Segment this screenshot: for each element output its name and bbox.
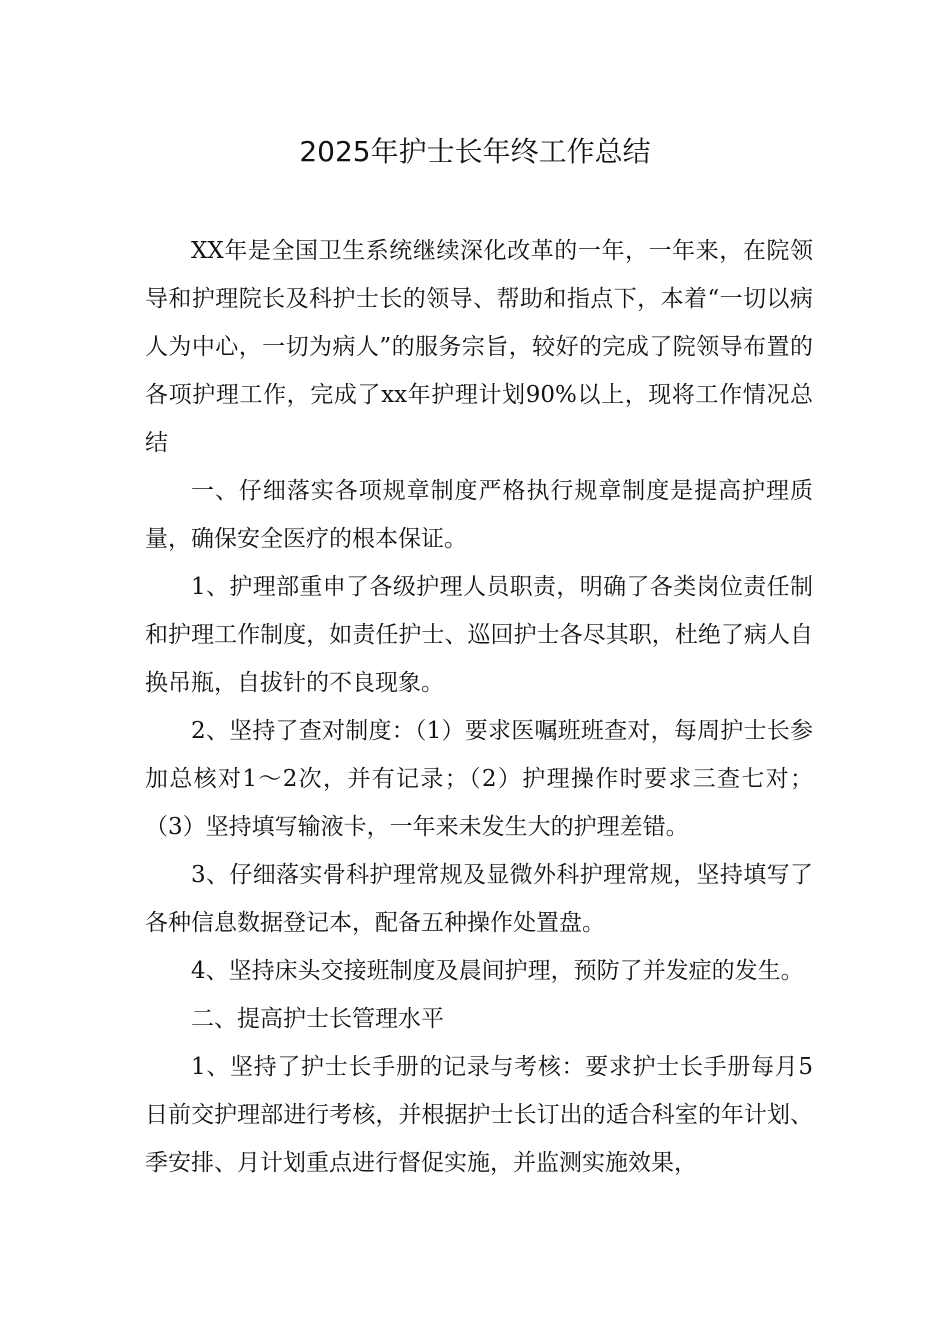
paragraph-item-1-2: 2、坚持了查对制度：（1）要求医嘱班班查对，每周护士长参加总核对1～2次，并有记录；（2）护理操作时要求三查七对；（3）坚持填写输液卡，一年来未发生大的护理差错。 bbox=[145, 718, 813, 840]
document-body bbox=[145, 227, 813, 1187]
paragraph-item-1-4: 4、坚持床头交接班制度及晨间护理，预防了并发症的发生。 bbox=[191, 958, 804, 984]
paragraph-item-1-3: 3、仔细落实骨科护理常规及显微外科护理常规，坚持填写了各种信息数据登记本，配备五种操作处置盘。 bbox=[145, 862, 813, 936]
paragraph-item-2-1: 1、坚持了护士长手册的记录与考核：要求护士长手册每月5日前交护理部进行考核，并根据护士长订出的适合科室的年计划、季安排、月计划重点进行督促实施，并监测实施效果， bbox=[145, 1054, 813, 1176]
paragraph-intro: XX年是全国卫生系统继续深化改革的一年，一年来，在院领导和护理院长及科护士长的领导、帮助和指点下，本着“一切以病人为中心，一切为病人”的服务宗旨，较好的完成了院领导布置的各项护理工作，完成了xx年护理计划90%以上，现将工作情况总结 bbox=[145, 238, 813, 456]
paragraph-item-1-1: 1、护理部重申了各级护理人员职责，明确了各类岗位责任制和护理工作制度，如责任护士、巡回护士各尽其职，杜绝了病人自换吊瓶，自拔针的不良现象。 bbox=[145, 574, 813, 696]
document-title: 2025年护士长年终工作总结 bbox=[299, 135, 651, 168]
paragraph-section-2-heading: 二、提高护士长管理水平 bbox=[191, 1006, 444, 1032]
paragraph-section-1-heading: 一、仔细落实各项规章制度严格执行规章制度是提高护理质量，确保安全医疗的根本保证。 bbox=[145, 478, 813, 552]
